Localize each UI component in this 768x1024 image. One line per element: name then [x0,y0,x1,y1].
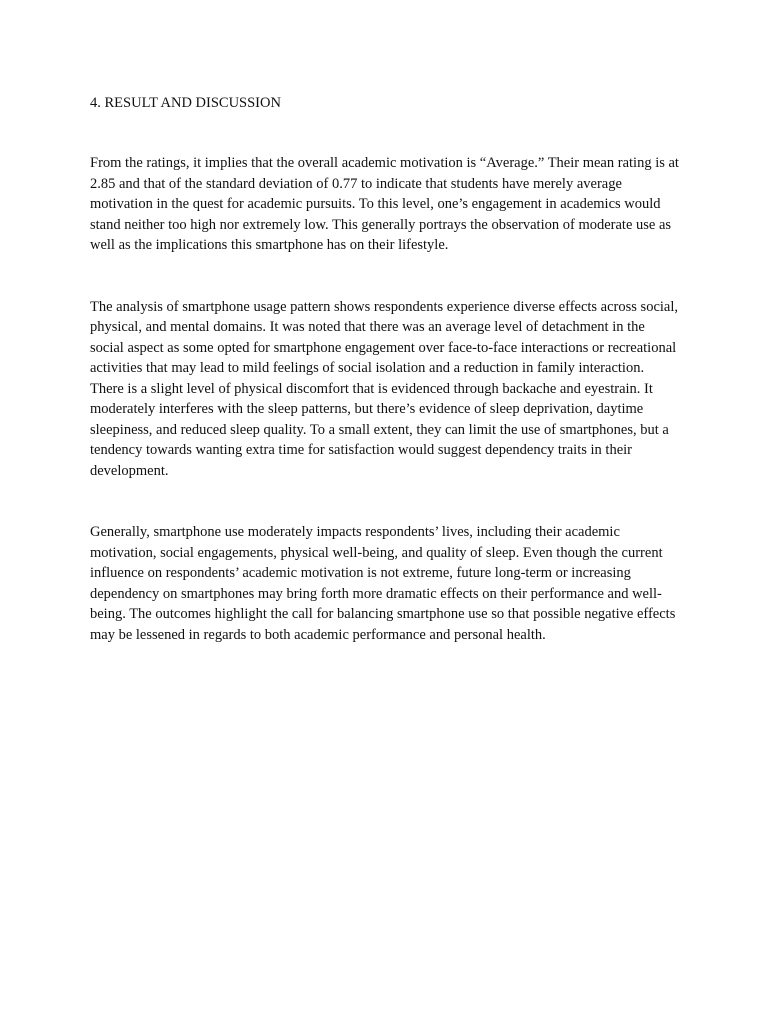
paragraph-academic-motivation: From the ratings, it implies that the overall academic motivation is “Average.” Their mean rating is at 2.85 and that of the standard deviation of 0.77 to indicate that students have merely average motivation in the quest for academic pursuits. To this level, one’s engagement in academics would stand neither too high nor extremely low. This generally portrays the observation of moderate use as well as the implications this smartphone has on their lifestyle. [90,155,679,253]
section-heading: 4. RESULT AND DISCUSSION [90,95,281,111]
document-page [90,93,680,645]
paragraph-smartphone-usage-analysis: The analysis of smartphone usage pattern shows respondents experience diverse effects across social, physical, and mental domains. It was noted that there was an average level of detachment in the social aspect as some opted for smartphone engagement over face-to-face interactions or recreational activities that may lead to mild feelings of social isolation and a reduction in family interaction. There is a slight level of physical discomfort that is evidenced through backache and eyestrain. It moderately interferes with the sleep patterns, but there’s evidence of sleep deprivation, daytime sleepiness, and reduced sleep quality. To a small extent, they can limit the use of smartphones, but a tendency towards wanting extra time for satisfaction would suggest dependency traits in their development. [90,298,678,479]
paragraph-general-conclusion: Generally, smartphone use moderately impacts respondents’ lives, including their academic motivation, social engagements, physical well-being, and quality of sleep. Even though the current influence on respondents’ academic motivation is not extreme, future long-term or increasing dependency on smartphones may bring forth more dramatic effects on their performance and well-being. The outcomes highlight the call for balancing smartphone use so that possible negative effects may be lessened in regards to both academic performance and personal health. [90,524,676,643]
